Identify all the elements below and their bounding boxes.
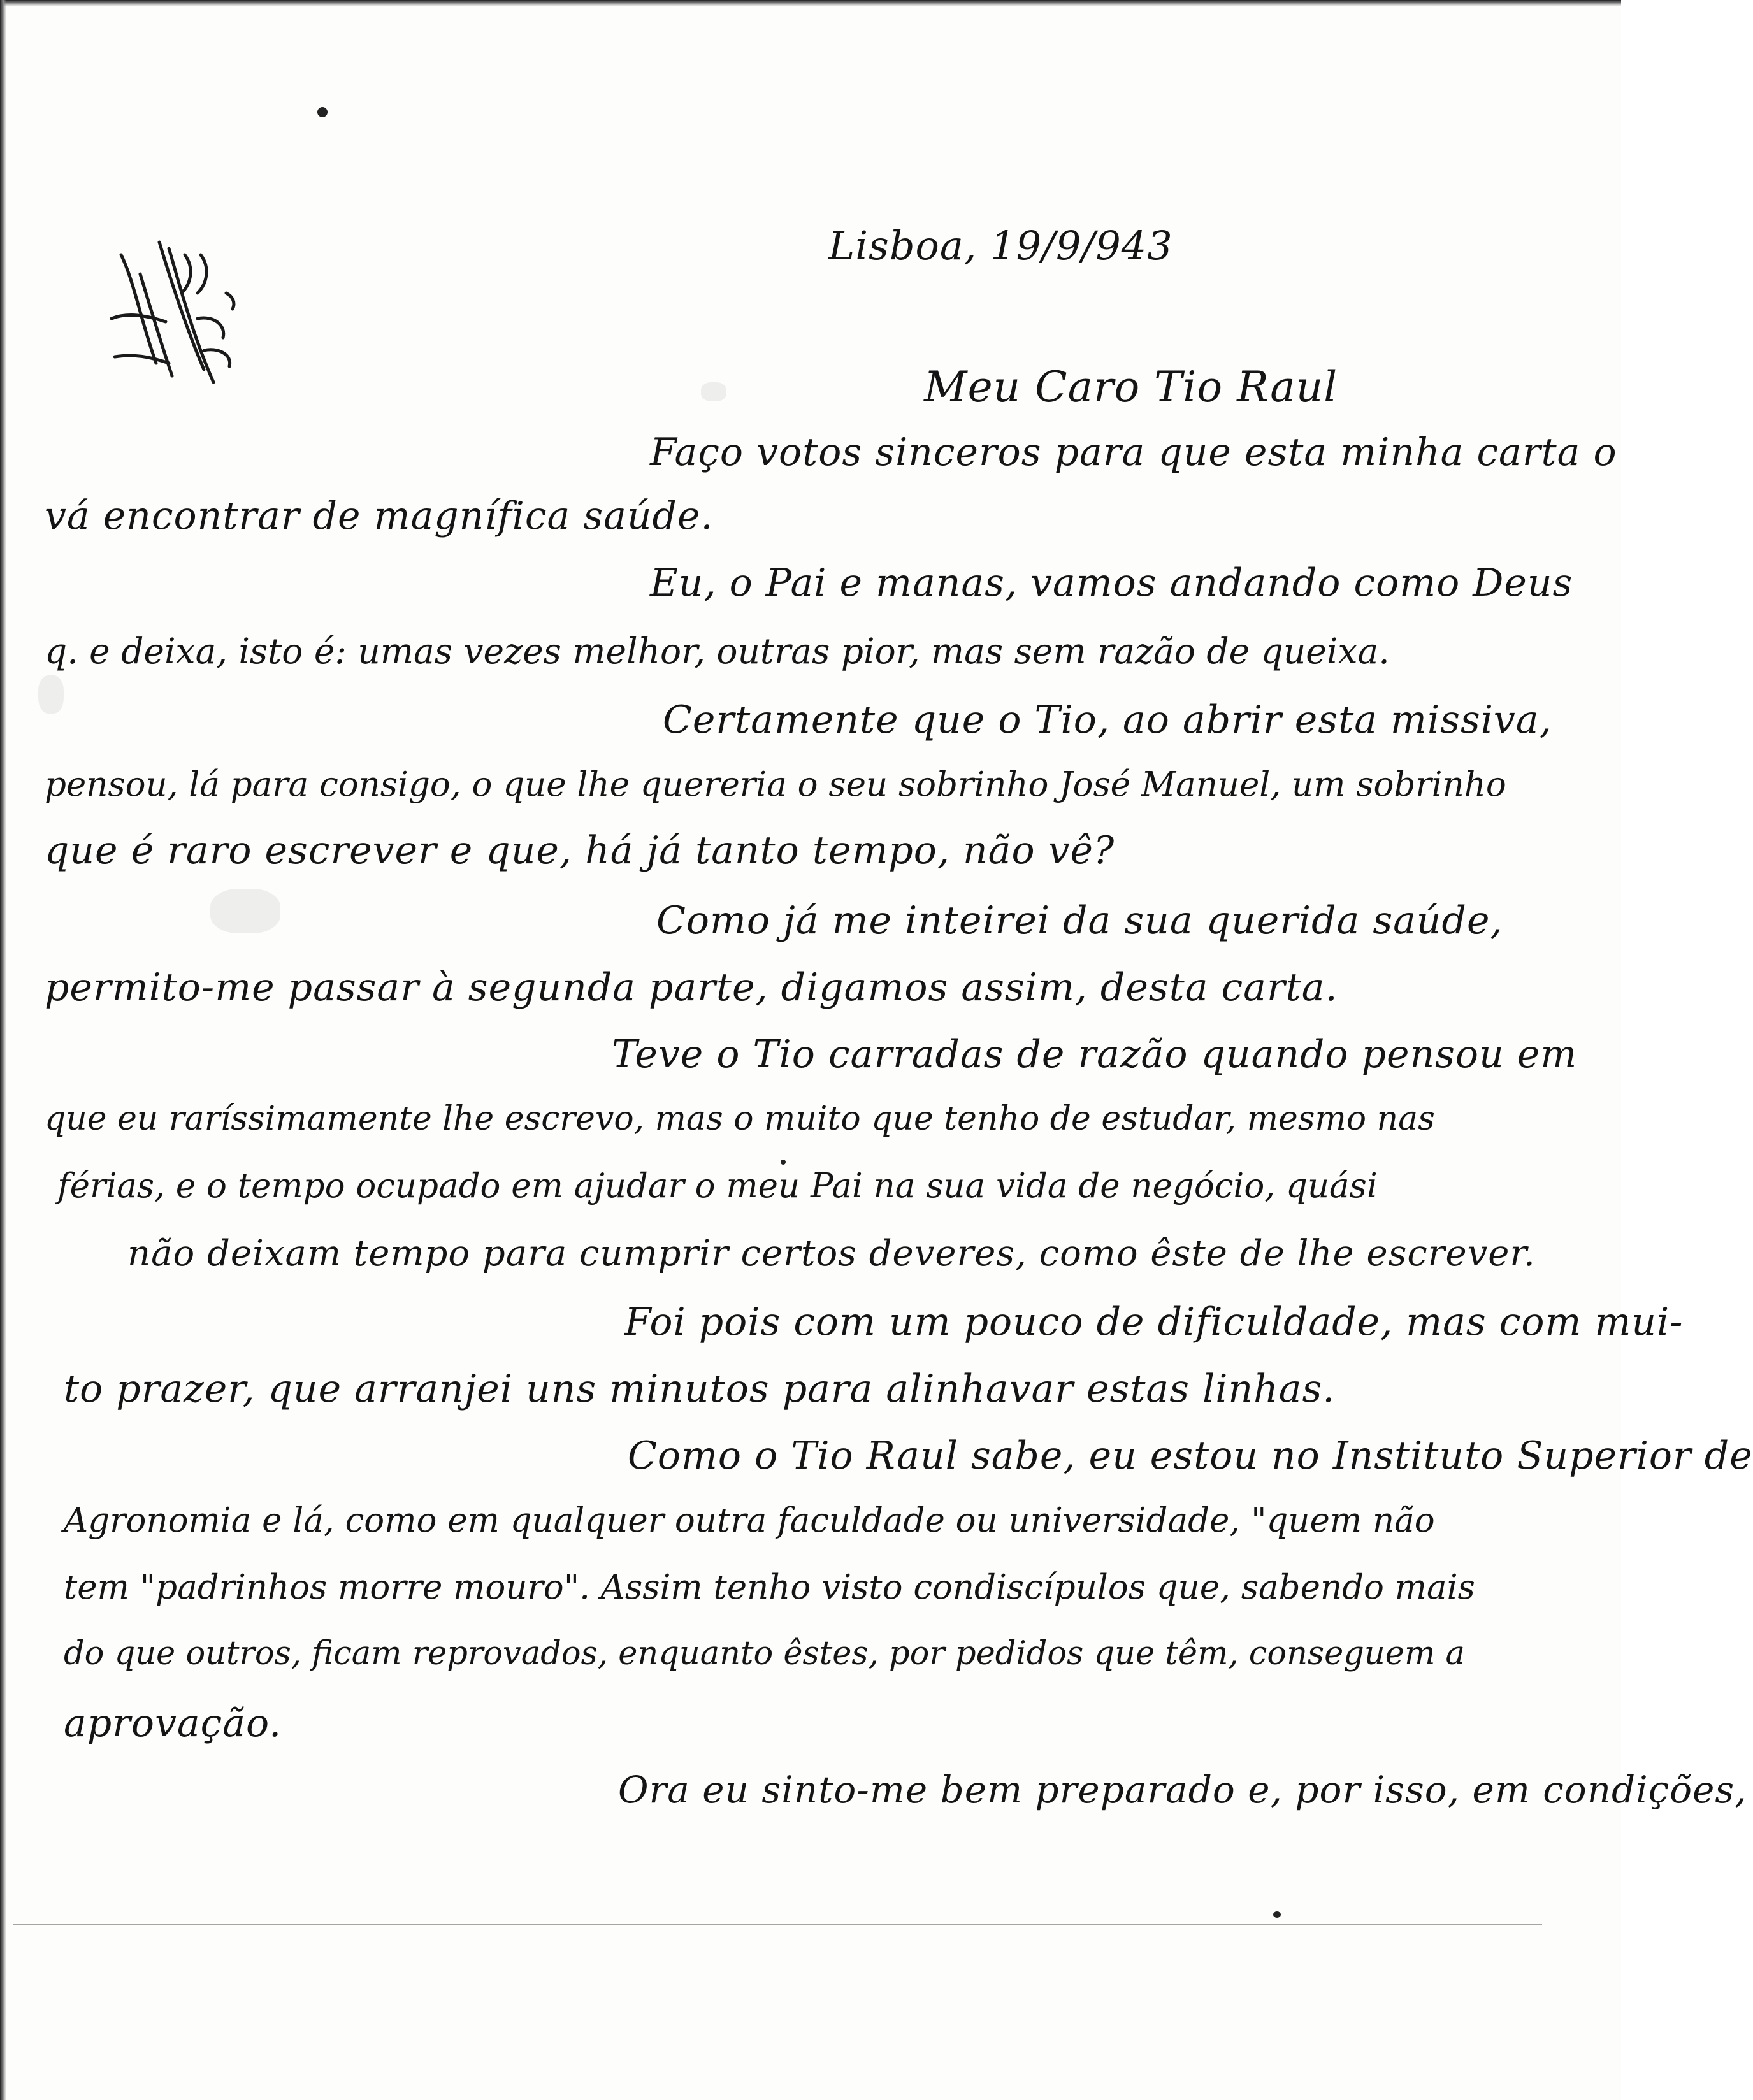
letter-line: aprovação. bbox=[64, 1701, 282, 1746]
letter-line: pensou, lá para consigo, o que lhe quereria o seu sobrinho José Manuel, um sobrinho bbox=[45, 765, 1506, 804]
letter-line: to prazer, que arranjei uns minutos para alinhavar estas linhas. bbox=[64, 1367, 1336, 1411]
letter-line: Eu, o Pai e manas, vamos andando como Deus bbox=[650, 561, 1573, 605]
letter-salutation: Meu Caro Tio Raul bbox=[924, 363, 1338, 412]
scan-left-edge bbox=[0, 0, 6, 2100]
letter-line: Ora eu sinto-me bem preparado e, por isso, em condições, bbox=[618, 1768, 1747, 1811]
letter-line: Como o Tio Raul sabe, eu estou no Instituto Superior de bbox=[628, 1434, 1753, 1478]
letter-line: Como já me inteirei da sua querida saúde, bbox=[656, 898, 1503, 943]
letter-line: do que outros, ficam reprovados, enquanto êstes, por pedidos que têm, conseguem a bbox=[64, 1635, 1465, 1672]
scan-smudge bbox=[210, 889, 280, 933]
letter-line: que eu raríssimamente lhe escrevo, mas o muito que tenho de estudar, mesmo nas bbox=[45, 1100, 1435, 1138]
letter-line: tem "padrinhos morre mouro". Assim tenho visto condiscípulos que, sabendo mais bbox=[64, 1568, 1475, 1607]
letter-line: q. e deixa, isto é: umas vezes melhor, outras pior, mas sem razão de queixa. bbox=[45, 631, 1390, 672]
ink-speck bbox=[1273, 1911, 1281, 1918]
scan-smudge bbox=[701, 382, 726, 401]
letter-line: Foi pois com um pouco de dificuldade, mas com mui- bbox=[624, 1300, 1684, 1344]
letter-line: permito-me passar à segunda parte, digamos assim, desta carta. bbox=[45, 965, 1338, 1010]
margin-scribble bbox=[96, 172, 280, 427]
letter-line: Teve o Tio carradas de razão quando pensou em bbox=[612, 1032, 1578, 1077]
letter-line: Agronomia e lá, como em qualquer outra faculdade ou universidade, "quem não bbox=[64, 1501, 1435, 1540]
letter-line: não deixam tempo para cumprir certos deveres, como êste de lhe escrever. bbox=[127, 1233, 1536, 1274]
faint-rule bbox=[13, 1924, 1542, 1925]
scan-top-edge bbox=[0, 0, 1621, 6]
ink-speck bbox=[781, 1160, 786, 1165]
scan-smudge bbox=[38, 675, 64, 714]
letter-line: vá encontrar de magnífica saúde. bbox=[45, 494, 714, 538]
letter-line: Certamente que o Tio, ao abrir esta missiva, bbox=[663, 698, 1552, 742]
ink-speck bbox=[317, 107, 328, 117]
letter-line: que é raro escrever e que, há já tanto tempo, não vê? bbox=[45, 828, 1115, 873]
letter-line: Faço votos sinceros para que esta minha carta o bbox=[650, 430, 1617, 475]
letter-line: férias, e o tempo ocupado em ajudar o meu Pai na sua vida de negócio, quási bbox=[57, 1167, 1378, 1205]
letter-date: Lisboa, 19/9/943 bbox=[828, 222, 1173, 269]
